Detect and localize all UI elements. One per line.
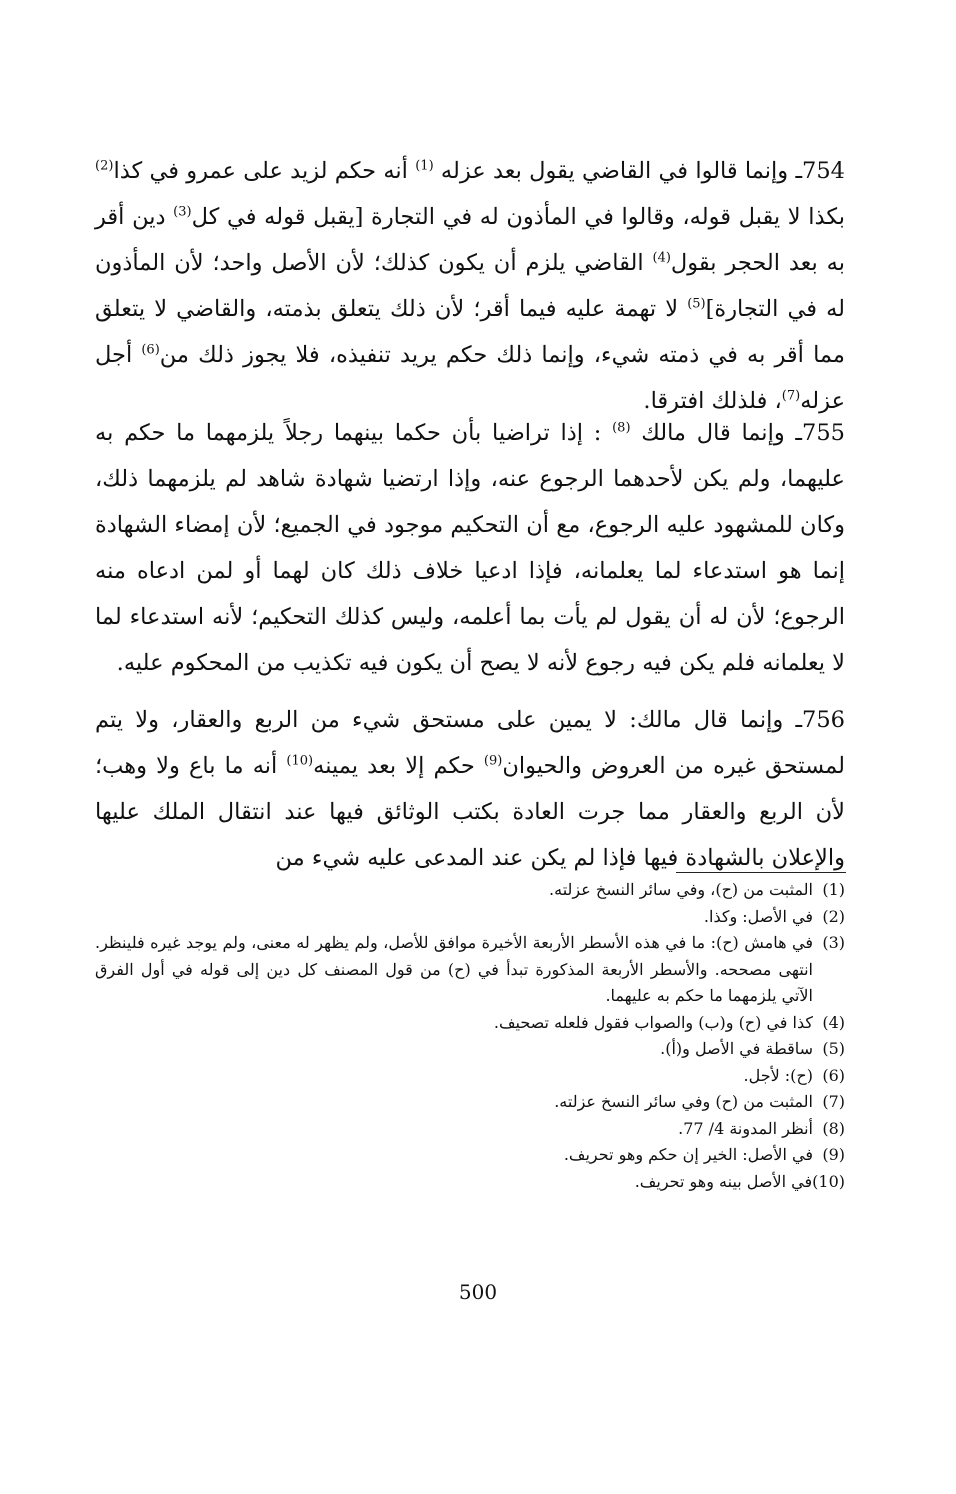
- footnote-number: (4): [822, 1012, 845, 1032]
- footnote-number: (1): [822, 880, 845, 899]
- footnote-item: [95, 930, 845, 1010]
- footnote-text: في الأصل بينه وهو تحريف.: [634, 1171, 813, 1191]
- footnote-text: في هامش (ح): ما في هذه الأسطر الأربعة الأخيرة موافق للأصل، ولم يظهر له معنى، ولم يوجد غيره فلينظر. انتهى مصححه. والأسطر الأربعة المذكورة تبدأ في (ح) من قول المصنف كل دين إلى قوله في أول الفرق الآتي يلزمهما ما حكم به عليهما.: [95, 933, 813, 1005]
- paragraph-text: دين أقر به بعد الحجر بقول: [95, 204, 845, 276]
- footnote-text: ساقطة في الأصل و(أ).: [660, 1039, 813, 1058]
- footnote-reference: (10): [286, 753, 314, 769]
- footnote-text: (ح): لأجل.: [743, 1065, 813, 1085]
- footnote-item: [95, 1036, 845, 1063]
- paragraph-756: [95, 697, 845, 881]
- footnote-text: المثبت من (ح)، وفي سائر النسخ عزلته.: [549, 880, 813, 899]
- footnote-reference: (4): [652, 250, 671, 266]
- footnote-item: [95, 1169, 845, 1196]
- paragraph-number: 756: [802, 707, 845, 733]
- paragraph-text: ، فلذلك افترقا.: [643, 388, 782, 414]
- paragraph-text: بكذا لا يقبل قوله، وقالوا في المأذون له في التجارة [يقبل قوله في كل: [191, 204, 846, 230]
- footnote-text: كذا في (ح) و(ب) والصواب فقول فلعله تصحيف.: [493, 1012, 813, 1032]
- footnote-number: (9): [822, 1145, 845, 1164]
- footnote-reference: (1): [415, 158, 434, 174]
- paragraph-text: القاضي يلزم أن يكون كذلك؛ لأن الأصل واحد؛ لأن المأذون له في التجارة]: [95, 250, 845, 322]
- paragraph-number: 754: [802, 158, 845, 184]
- footnote-item: [95, 1142, 845, 1169]
- footnote-number: (7): [822, 1092, 845, 1111]
- footnote-reference: (5): [687, 296, 706, 312]
- footnote-number: (3): [822, 933, 845, 952]
- paragraph-text: ـ وإنما قالوا في القاضي يقول بعد عزله: [433, 158, 803, 184]
- footnote-item: [95, 1116, 845, 1143]
- footnote-reference: (6): [141, 342, 160, 358]
- paragraph-755: [95, 410, 845, 686]
- paragraph-text: ـ وإنما قال مالك: لا يمين على مستحق شيء من الربع والعقار، ولا يتم لمستحق غيره من العروض والحيوان: [95, 707, 846, 779]
- footnote-item: [95, 1063, 845, 1090]
- paragraph-text: أجل عزله: [95, 342, 845, 414]
- footnote-number: (10): [812, 1171, 845, 1191]
- paragraph-text: أنه حكم لزيد على عمرو في كذا: [113, 158, 416, 184]
- footnote-item: [95, 877, 845, 904]
- footnote-reference: (3): [173, 204, 192, 220]
- paragraph-text: حكم إلا بعد يمينه: [313, 753, 484, 779]
- footnote-reference: (2): [95, 158, 114, 174]
- footnotes-list: [95, 877, 845, 1195]
- footnote-reference: (7): [781, 388, 801, 404]
- footnote-text: في الأصل: وكذا.: [703, 906, 813, 926]
- page-number: 500: [458, 1280, 498, 1304]
- paragraph-text: ـ وإنما قال مالك: [630, 420, 803, 446]
- footnote-item: [95, 904, 845, 931]
- footnote-number: (5): [822, 1039, 845, 1058]
- footnote-divider: [676, 872, 846, 873]
- footnote-number: (8): [822, 1118, 845, 1138]
- footnote-text: في الأصل: الخير إن حكم وهو تحريف.: [563, 1145, 813, 1164]
- paragraph-number: 755: [802, 420, 845, 446]
- paragraph-text: لا تهمة عليه فيما أقر؛ لأن ذلك يتعلق بذمته، والقاضي لا يتعلق مما أقر به في ذمته شيء، وإنما ذلك حكم يريد تنفيذه، فلا يجوز ذلك من: [95, 296, 845, 368]
- footnote-text: المثبت من (ح) وفي سائر النسخ عزلته.: [554, 1092, 813, 1111]
- footnote-number: (6): [822, 1065, 845, 1085]
- footnote-text: أنظر المدونة 4/ 77.: [678, 1118, 813, 1138]
- footnote-reference: (9): [483, 753, 503, 769]
- footnote-reference: (8): [612, 420, 631, 436]
- paragraph-text: أنه ما باع ولا وهب؛ لأن الربع والعقار مما جرت العادة بكتب الوثائق فيها عند انتقال الملك عليها والإعلان بالشهادة فيها فإذا لم يكن عند المدعى عليه شيء من: [95, 753, 845, 871]
- footnote-item: [95, 1010, 845, 1037]
- footnote-number: (2): [822, 906, 845, 926]
- paragraph-text: : إذا تراضيا بأن حكما بينهما رجلاً يلزمهما ما حكم به عليهما، ولم يكن لأحدهما الرجوع عنه، وإذا ارتضيا شهادة شاهد لم يلزمهما ذلك، وكان للمشهود عليه الرجوع، مع أن التحكيم موجود في الجميع؛ لأن إمضاء الشهادة إنما هو استدعاء لما يعلمانه، فإذا ادعيا خلاف ذلك كان لهما أو لمن ادعاه منه الرجوع؛ لأن له أن يقول لم يأت بما أعلمه، وليس كذلك التحكيم؛ لأنه استدعاء لما لا يعلمانه فلم يكن فيه رجوع لأنه لا يصح أن يكون فيه تكذيب من المحكوم عليه.: [95, 420, 845, 676]
- paragraph-754: [95, 148, 845, 424]
- footnote-item: [95, 1089, 845, 1116]
